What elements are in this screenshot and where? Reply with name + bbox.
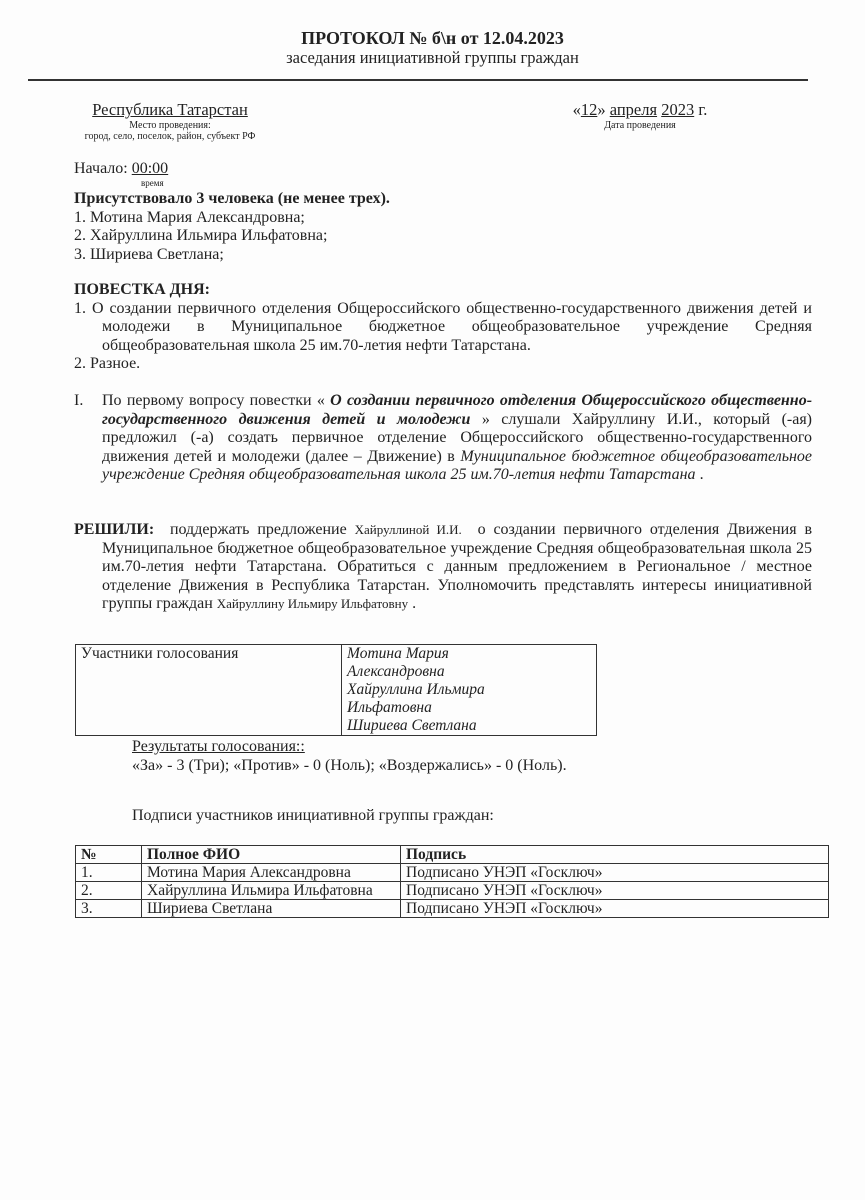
school-name: Муниципальное бюджетное общеобразовательное учреждение Средняя общеобразовательная школа 25 им.70-летия нефти Татарстана <box>102 447 813 483</box>
signatures-table <box>75 845 829 918</box>
table-header <box>76 846 829 864</box>
cell: 1. <box>76 864 142 882</box>
place-value: Республика Татарстан <box>92 100 248 119</box>
attendee: 3. Шириева Светлана; <box>74 245 224 263</box>
cell: Подписано УНЭП «Госключ» <box>401 900 829 918</box>
quote: « <box>572 100 581 119</box>
cell: Подписано УНЭП «Госключ» <box>401 882 829 900</box>
voters-names <box>342 645 597 736</box>
decision-label: РЕШИЛИ: <box>74 521 155 538</box>
attendee: 2. Хайруллина Ильмира Ильфатовна; <box>74 227 328 244</box>
voters-label: Участники голосования <box>76 645 342 736</box>
document-title: ПРОТОКОЛ № б\н от 12.04.2023 <box>301 28 564 48</box>
cell: 3. <box>76 900 142 918</box>
date-label: Дата проведения <box>604 120 676 131</box>
agenda-heading: ПОВЕСТКА ДНЯ: <box>74 281 210 298</box>
cell: Шириева Светлана <box>142 900 401 918</box>
date-month: апреля <box>609 100 658 119</box>
date-suffix: г. <box>698 100 708 119</box>
column-header: Полное ФИО <box>142 846 401 864</box>
divider <box>28 79 808 81</box>
time-caption: время <box>141 178 164 188</box>
results-label: Результаты голосования:: <box>132 738 305 755</box>
item-number: I. <box>74 392 84 409</box>
column-header: Подпись <box>401 846 829 864</box>
attendance <box>74 190 814 264</box>
voter: Хайруллина Ильмира <box>347 681 485 698</box>
cell: Подписано УНЭП «Госключ» <box>401 864 829 882</box>
column-header: № <box>76 846 142 864</box>
item-title: О создании первичного отделения Общероссийского общественно-государственного движения детей и молодежи <box>102 392 813 428</box>
attendee: 1. Мотина Мария Александровна; <box>74 208 305 226</box>
table-row <box>76 882 829 900</box>
voter: Шириева Светлана <box>347 717 477 734</box>
document-subtitle: заседания инициативной группы граждан <box>286 48 579 67</box>
cell: 2. <box>76 882 142 900</box>
agenda-item: 1. О создании первичного отделения Общероссийского общественно-государственного движения детей и молодежи в Муниципальное бюджетное общеобразовательное учреждение Средняя общеобразовательная школа 25 им.70-летия нефти Татарстана. <box>74 299 812 354</box>
text: о создании первичного отделения Движения в Муниципальное бюджетное общеобразовательное учреждение Средняя общеобразовательная школа 25 им.70-летия нефти Татарстана. Обратиться с данным предложением в Региональное / местное отделение Движения в Республика Татарстан. Уполномочить представлять интересы инициативной группы граждан <box>102 521 813 612</box>
text: По первому вопросу повестки « <box>102 392 325 409</box>
place-hint: город, село, поселок, район, субъект РФ <box>84 131 256 142</box>
start-value: 00:00 <box>131 160 169 177</box>
text: » слушали Хайруллину И.И., который (-ая) предложил (-а) создать первичное отделение Общероссийского общественно-государственного движения детей и молодежи (далее – Движение) в <box>102 410 813 465</box>
attendance-heading: Присутствовало 3 человека (не менее трех). <box>74 190 390 207</box>
date-block <box>540 100 740 131</box>
cell: Мотина Мария Александровна <box>142 864 401 882</box>
voters-table <box>75 644 597 736</box>
results-text: «За» - 3 (Три); «Против» - 0 (Ноль); «Воздержались» - 0 (Ноль). <box>132 757 567 774</box>
start-time <box>74 160 168 179</box>
signatures-heading: Подписи участников инициативной группы граждан: <box>132 807 494 824</box>
date-day: 12 <box>580 100 598 119</box>
voter: Ильфатовна <box>347 699 432 716</box>
item-1 <box>74 392 812 485</box>
date-year: 2023 <box>661 100 695 119</box>
name: Хайруллину Ильмиру Ильфатовну <box>216 596 409 611</box>
text: . <box>412 595 417 612</box>
voter: Александровна <box>347 663 445 680</box>
agenda-item: 2. Разное. <box>74 355 141 372</box>
voter: Мотина Мария <box>347 645 449 662</box>
quote: » <box>597 100 606 119</box>
table-row <box>76 900 829 918</box>
place-block <box>40 100 300 142</box>
cell: Хайруллина Ильмира Ильфатовна <box>142 882 401 900</box>
decision <box>74 521 812 614</box>
table-row <box>76 864 829 882</box>
place-label: Место проведения: <box>129 120 211 131</box>
agenda <box>74 281 812 374</box>
start-label: Начало: <box>74 160 128 177</box>
text: поддержать предложение <box>169 521 347 538</box>
name: Хайруллиной И.И. <box>354 522 462 537</box>
text: . <box>699 466 704 483</box>
